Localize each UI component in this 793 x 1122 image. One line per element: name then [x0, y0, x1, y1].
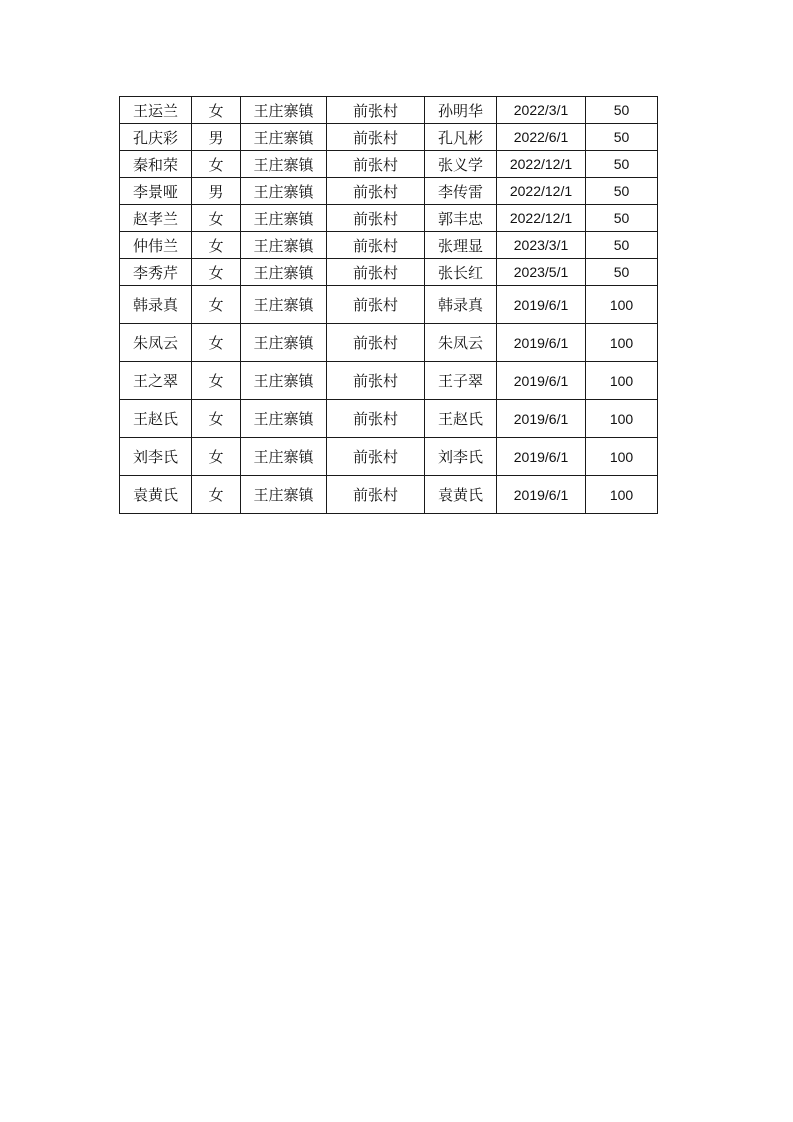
cell-village: 前张村: [327, 286, 425, 324]
cell-gender: 女: [192, 476, 241, 514]
cell-village: 前张村: [327, 124, 425, 151]
cell-village: 前张村: [327, 362, 425, 400]
cell-town: 王庄寨镇: [241, 124, 327, 151]
cell-related: 孔凡彬: [425, 124, 497, 151]
cell-name: 王运兰: [120, 97, 192, 124]
cell-name: 孔庆彩: [120, 124, 192, 151]
table-row: [120, 205, 658, 232]
cell-name: 朱凤云: [120, 324, 192, 362]
cell-name: 仲伟兰: [120, 232, 192, 259]
cell-name: 韩录真: [120, 286, 192, 324]
cell-related: 韩录真: [425, 286, 497, 324]
cell-date: 2023/5/1: [497, 259, 586, 286]
table-row: [120, 362, 658, 400]
cell-name: 袁黄氏: [120, 476, 192, 514]
cell-date: 2022/12/1: [497, 205, 586, 232]
cell-amount: 50: [586, 205, 658, 232]
cell-gender: 女: [192, 259, 241, 286]
table-row: [120, 438, 658, 476]
cell-amount: 50: [586, 178, 658, 205]
cell-name: 王之翠: [120, 362, 192, 400]
cell-related: 郭丰忠: [425, 205, 497, 232]
cell-related: 袁黄氏: [425, 476, 497, 514]
cell-village: 前张村: [327, 438, 425, 476]
table-row: [120, 259, 658, 286]
cell-village: 前张村: [327, 232, 425, 259]
cell-related: 朱凤云: [425, 324, 497, 362]
cell-date: 2022/12/1: [497, 178, 586, 205]
cell-village: 前张村: [327, 400, 425, 438]
cell-related: 张长红: [425, 259, 497, 286]
cell-related: 王赵氏: [425, 400, 497, 438]
cell-village: 前张村: [327, 324, 425, 362]
cell-amount: 50: [586, 232, 658, 259]
cell-related: 张理显: [425, 232, 497, 259]
data-table: [119, 96, 658, 514]
table-row: [120, 151, 658, 178]
cell-village: 前张村: [327, 476, 425, 514]
cell-related: 张义学: [425, 151, 497, 178]
cell-date: 2023/3/1: [497, 232, 586, 259]
cell-amount: 100: [586, 438, 658, 476]
cell-date: 2019/6/1: [497, 438, 586, 476]
cell-town: 王庄寨镇: [241, 178, 327, 205]
cell-gender: 女: [192, 205, 241, 232]
cell-town: 王庄寨镇: [241, 232, 327, 259]
cell-village: 前张村: [327, 151, 425, 178]
cell-town: 王庄寨镇: [241, 259, 327, 286]
table-row: [120, 400, 658, 438]
cell-date: 2019/6/1: [497, 476, 586, 514]
cell-town: 王庄寨镇: [241, 151, 327, 178]
cell-town: 王庄寨镇: [241, 400, 327, 438]
cell-amount: 50: [586, 97, 658, 124]
cell-name: 李秀芹: [120, 259, 192, 286]
cell-gender: 男: [192, 124, 241, 151]
cell-town: 王庄寨镇: [241, 438, 327, 476]
table-row: [120, 286, 658, 324]
cell-amount: 50: [586, 259, 658, 286]
cell-town: 王庄寨镇: [241, 205, 327, 232]
cell-date: 2019/6/1: [497, 362, 586, 400]
cell-related: 刘李氏: [425, 438, 497, 476]
cell-amount: 100: [586, 400, 658, 438]
cell-date: 2019/6/1: [497, 400, 586, 438]
cell-town: 王庄寨镇: [241, 362, 327, 400]
cell-date: 2019/6/1: [497, 286, 586, 324]
cell-amount: 50: [586, 151, 658, 178]
cell-gender: 女: [192, 232, 241, 259]
cell-gender: 男: [192, 178, 241, 205]
cell-related: 李传雷: [425, 178, 497, 205]
cell-gender: 女: [192, 362, 241, 400]
cell-date: 2022/6/1: [497, 124, 586, 151]
cell-gender: 女: [192, 286, 241, 324]
cell-gender: 女: [192, 151, 241, 178]
cell-town: 王庄寨镇: [241, 97, 327, 124]
cell-name: 王赵氏: [120, 400, 192, 438]
cell-date: 2022/12/1: [497, 151, 586, 178]
table-row: [120, 324, 658, 362]
cell-amount: 100: [586, 476, 658, 514]
cell-related: 王子翠: [425, 362, 497, 400]
cell-name: 秦和荣: [120, 151, 192, 178]
table-row: [120, 97, 658, 124]
cell-village: 前张村: [327, 97, 425, 124]
cell-amount: 100: [586, 286, 658, 324]
cell-date: 2019/6/1: [497, 324, 586, 362]
cell-gender: 女: [192, 438, 241, 476]
table-row: [120, 178, 658, 205]
table-row: [120, 476, 658, 514]
cell-village: 前张村: [327, 205, 425, 232]
cell-amount: 100: [586, 324, 658, 362]
cell-gender: 女: [192, 97, 241, 124]
cell-town: 王庄寨镇: [241, 476, 327, 514]
cell-town: 王庄寨镇: [241, 324, 327, 362]
cell-town: 王庄寨镇: [241, 286, 327, 324]
cell-village: 前张村: [327, 178, 425, 205]
cell-amount: 50: [586, 124, 658, 151]
cell-village: 前张村: [327, 259, 425, 286]
cell-date: 2022/3/1: [497, 97, 586, 124]
table-row: [120, 232, 658, 259]
table-row: [120, 124, 658, 151]
cell-related: 孙明华: [425, 97, 497, 124]
cell-gender: 女: [192, 400, 241, 438]
cell-name: 李景哑: [120, 178, 192, 205]
cell-name: 刘李氏: [120, 438, 192, 476]
cell-name: 赵孝兰: [120, 205, 192, 232]
cell-gender: 女: [192, 324, 241, 362]
cell-amount: 100: [586, 362, 658, 400]
